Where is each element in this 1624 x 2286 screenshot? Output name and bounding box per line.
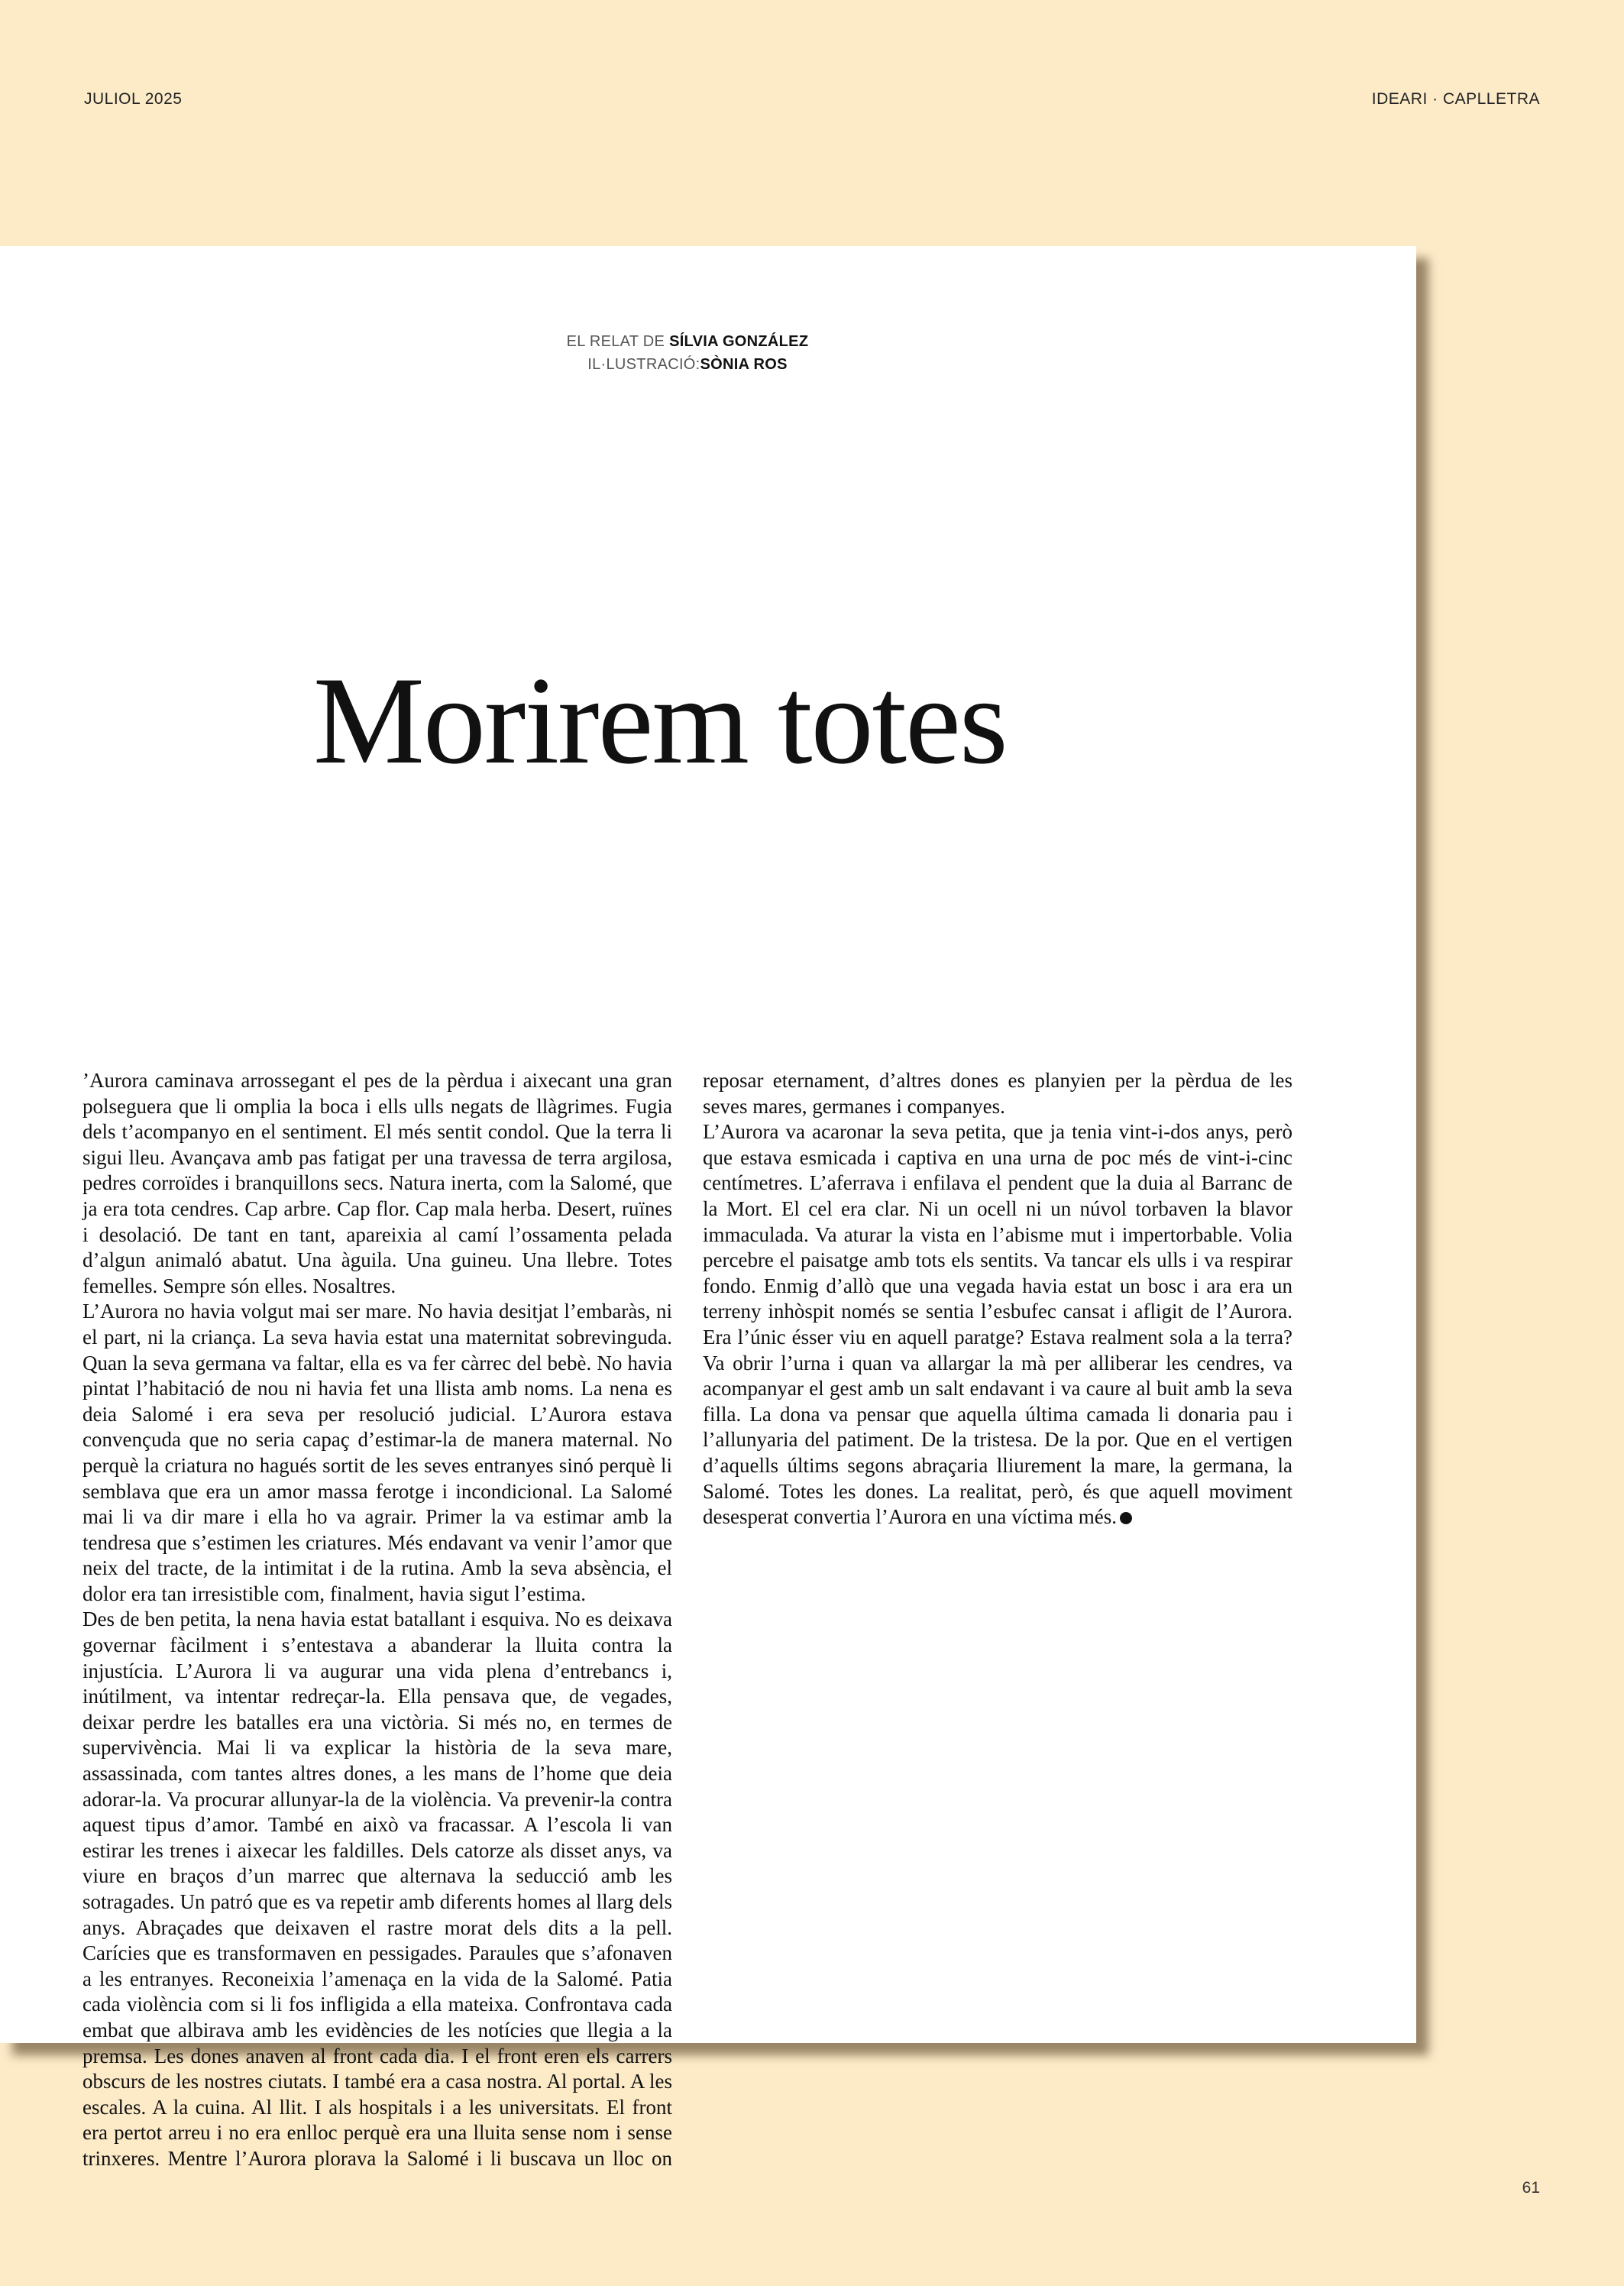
article-body [82, 1068, 1292, 2191]
story-role-label: EL RELAT DE [566, 333, 665, 350]
issue-date: JULIOL 2025 [84, 90, 183, 108]
paragraph-4 [703, 1119, 1292, 1530]
section-name: IDEARI · CAPLLETRA [1371, 90, 1540, 108]
article-credits [0, 330, 1375, 376]
paragraph-2: L’Aurora no havia volgut mai ser mare. No havia desitjat l’embaràs, ni el part, ni la criança. La seva havia estat una maternitat sobrevinguda. Quan la seva germana va faltar, ella es va fer càrrec del bebè. No havia pintat l’habitació de nou ni havia fet una llista amb noms. La nena es deia Salomé i era seva per resolució judicial. L’Aurora estava convençuda que no seria capaç d’estimar-la de manera maternal. No perquè la criatura no hagués sortit de les seves entranyes sinó perquè li semblava que era un amor massa ferotge i incondicional. La Salomé mai li va dir mare i ella ho va agrair. Primer la va estimar amb la tendresa que s’estimen les criatures. Més endavant va venir l’amor que neix del tracte, de la intimitat i de la rutina. Amb la seva absència, el dolor era tan irresistible com, finalment, havia sigut l’estima. [82, 1300, 672, 1605]
paragraph-3: Des de ben petita, la nena havia estat batallant i esquiva. No es deixava governar fàcilment i s’entestava a abanderar la lluita contra la injustícia. L’Aurora li va augurar una vida plena d’entrebancs i, inútilment, va intentar redreçar-la. Ella pensava que, de vegades, deixar perdre les batalles era una victòria. Si més no, en termes de supervivència. Mai li va explicar la història de la seva mare, assassinada, com tantes altres dones, a les mans de l’home que deia adorar-la. Va procurar allunyar-la de la violència. Va prevenir-la contra aquest tipus d’amor. També en això va fracassar. A l’escola li van estirar les trenes i aixecar les faldilles. Dels catorze als disset anys, va viure en braços d’un marrec que alternava la seducció amb les sotragades. Un patró que es va repetir amb diferents homes al llarg dels anys. Abraçades que deixaven el rastre morat dels dits a la pell. Carícies que es transformaven en pessigades. Paraules que s’afonaven a les entranyes. Reconeixia l’amenaça en la vida de la Salomé. Patia cada violència com si li fos infligida a ella mateixa. Confrontava cada embat que albirava amb les evidències de les notícies que llegia a la premsa. Les dones anaven al front cada dia. I el front eren els carrers obscurs de les nostres ciutats. I també era a casa nostra. Al portal. A les escales. A la cuina. Al llit. I als hospitals i a les universitats. El front era pertot arreu i no era enlloc perquè era una lluita sense nom i sense trinxeres. Mentre l’Aurora plorava la Salomé i li buscava un lloc on reposar eternament, d’altres dones es planyien per la pèrdua de les seves mares, germanes i companyes. [82, 1069, 1292, 2170]
page-number: 61 [1522, 2179, 1540, 2197]
article-title: Morirem totes [313, 652, 1007, 790]
article-page [0, 246, 1416, 2170]
paragraph-4-text: L’Aurora va acaronar la seva petita, que ja tenia vint-i-dos anys, però que estava esmicada i captiva en una urna de poc més de vint-i-cinc centímetres. L’aferrava i enfilava el pendent que la duia al Barranc de la Mort. El cel era clar. Ni un ocell ni un núvol torbaven la blavor immaculada. Va aturar la vista en l’abisme mut i impertorbable. Volia percebre el paisatge amb tots els sentits. Va tancar els ulls i va respirar fondo. Enmig d’allò que una vegada havia estat un bosc i ara era un terreny inhòspit només se sentia l’esbufec cansat i afligit de l’Aurora. Era l’únic ésser viu en aquell paratge? Estava realment sola a la terra? Va obrir l’urna i quan va allargar la mà per alliberar les cendres, va acompanyar el gest amb un salt endavant i va caure al buit amb la seva filla. La dona va pensar que aquella última camada li donaria pau i l’allunyaria del patiment. De la tristesa. De la por. Que en el vertigen d’aquells últims segons abraçaria lliurement la mare, la germana, la Salomé. Totes les dones. La realitat, però, és que aquell moviment desesperat convertia l’Aurora en una víctima més. [703, 1120, 1292, 1529]
paragraph-1: ’Aurora caminava arrossegant el pes de la pèrdua i aixecant una gran polseguera que li omplia la boca i ells ulls negats de llàgrimes. Fugia dels t’acompanyo en el sentiment. El més sentit condol. Que la terra li sigui lleu. Avançava amb pas fatigat per una travessa de terra argilosa, pedres corroïdes i branquillons secs. Natura inerta, com la Salomé, que ja era tota cendres. Cap arbre. Cap flor. Cap mala herba. Desert, ruïnes i desolació. De tant en tant, apareixia al camí l’ossamenta pelada d’algun animaló abatut. Una àguila. Una guineu. Una llebre. Totes femelles. Sempre són elles. Nosaltres. [82, 1069, 672, 1297]
illustration-credit [0, 353, 1375, 376]
story-credit [0, 330, 1375, 353]
illustration-role-label: IL·LUSTRACIÓ: [587, 356, 700, 373]
end-of-article-mark [1120, 1512, 1132, 1524]
story-author: SÍLVIA GONZÁLEZ [669, 333, 809, 350]
illustrator-name: SÒNIA ROS [700, 356, 788, 373]
